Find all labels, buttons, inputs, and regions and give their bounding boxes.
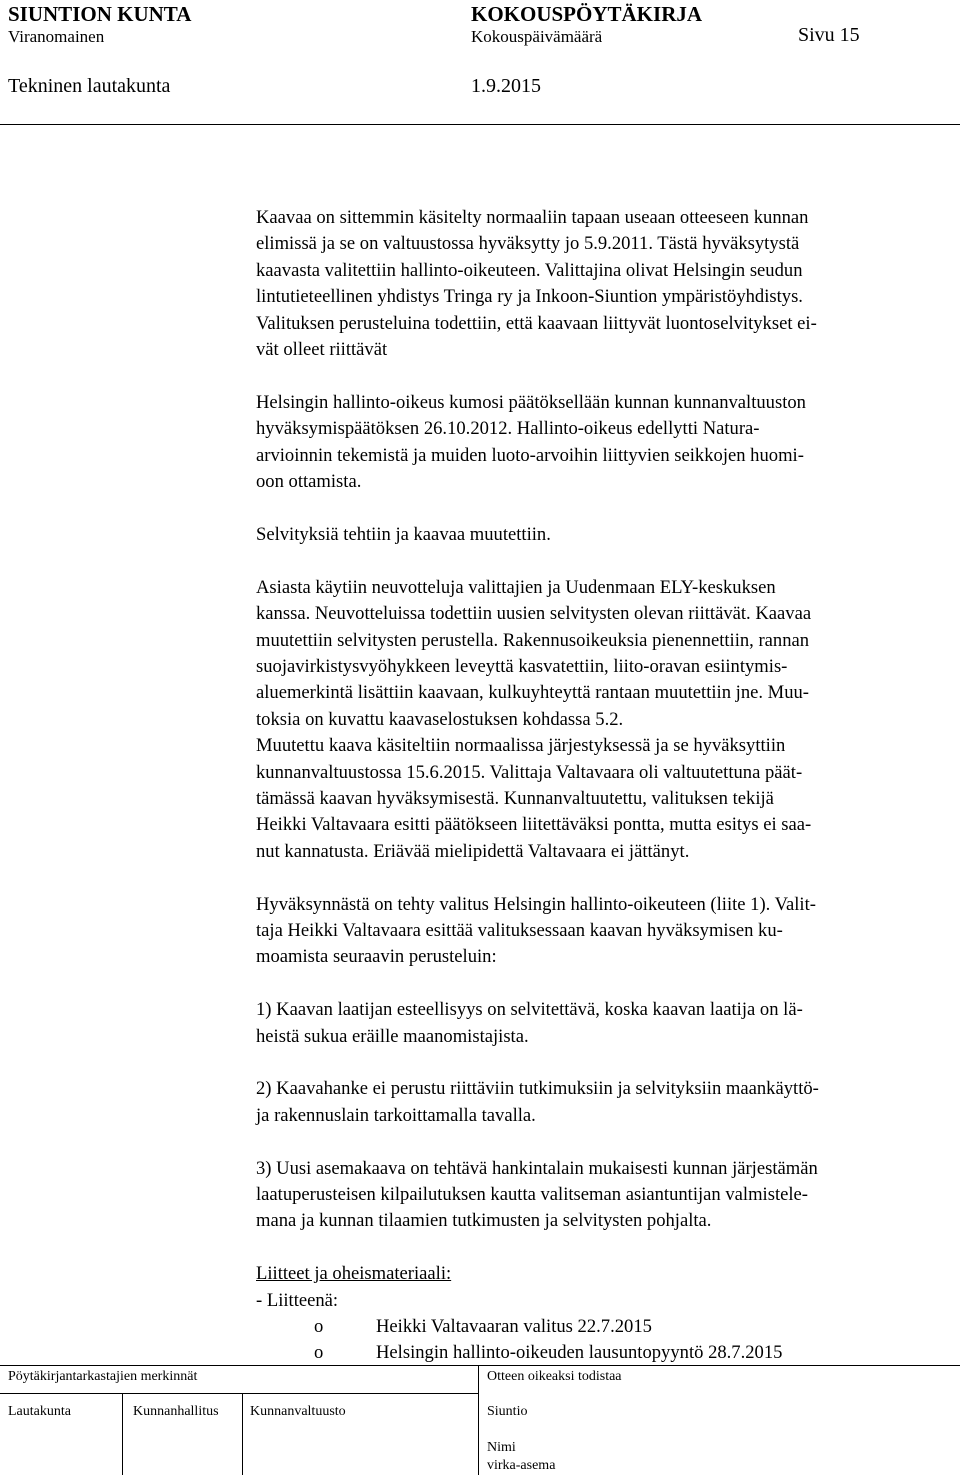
body-line: kunnanvaltuustossa 15.6.2015. Valittaja Valtavaara oli valtuutettuna päät- [256,761,803,783]
document-type: KOKOUSPÖYTÄKIRJA [471,2,703,26]
body-line: ja rakennuslain tarkoittamalla tavalla. [256,1104,536,1126]
footer-column-divider [122,1393,123,1475]
body-line: Valituksen perusteluina todettiin, että kaavaan liittyvät luontoselvitykset ei- [256,312,817,334]
footer-column-divider [478,1365,479,1475]
body-line [256,865,956,891]
body-line: oon ottamista. [256,471,362,493]
body-line: Helsingin hallinto-oikeus kumosi päätöksellään kunnan kunnanvaltuuston [256,391,806,413]
footer-col-board: Lautakunta [8,1404,71,1419]
footer-checkers-divider [0,1393,478,1394]
body-line [256,1129,956,1155]
body-line: aluemerkintä lisättiin kaavaan, kulkuyhteyttä rantaan muutettiin jne. Muu- [256,682,810,704]
body-line: Asiasta käytiin neuvotteluja valittajien ja Uudenmaan ELY-keskuksen [256,576,776,598]
body-line: toksia on kuvattu kaavaselostuksen kohdassa 5.2. [256,708,624,730]
body-line: elimissä ja se on valtuustossa hyväksytty jo 5.9.2011. Tästä hyväksytystä [256,233,800,255]
footer-col-municipal-board: Kunnanhallitus [133,1404,219,1419]
minutes-body [256,205,956,1367]
attachment-bullet: o [314,1316,324,1338]
authority-name: Tekninen lautakunta [8,75,171,97]
organization-name: SIUNTION KUNTA [8,2,192,26]
body-line: suojavirkistysvyöhykkeen leveyttä kasvatettiin, liito-oravan esiintymis- [256,655,788,677]
attachment-bullet: o [314,1342,324,1364]
body-line: muutettiin selvitysten perustella. Rakennusoikeuksia pienennettiin, rannan [256,629,810,651]
body-line: moamista seuraavin perusteluin: [256,946,497,968]
signature-place: Siuntio [487,1404,528,1419]
body-line: tämässä kaavan hyväksymisestä. Kunnanvaltuutettu, valituksen tekijä [256,787,774,809]
attachments-heading: Liitteet ja oheismateriaali: [256,1263,452,1285]
body-line: Heikki Valtavaara esitti päätökseen liitettäväksi pontta, mutta esitys ei saa- [256,814,812,836]
body-line: nut kannatusta. Eriävää mielipidettä Valtavaara ei jättänyt. [256,840,690,862]
signature-title-label: virka-asema [487,1458,556,1473]
meeting-date-label: Kokouspäivämäärä [471,27,603,46]
body-line: hyväksymispäätöksen 26.10.2012. Hallinto-oikeus edellytti Natura- [256,418,760,440]
footer-top-divider [0,1365,960,1366]
footer-col-council: Kunnanvaltuusto [250,1404,346,1419]
body-line: vät olleet riittävät [256,339,388,361]
body-line [256,1235,956,1261]
attachment-text: Helsingin hallinto-oikeuden lausuntopyyntö 28.7.2015 [376,1342,783,1364]
meeting-date: 1.9.2015 [471,75,541,97]
body-line: Kaavaa on sittemmin käsitelty normaaliin tapaan useaan otteeseen kunnan [256,207,809,228]
checkers-label: Pöytäkirjantarkastajien merkinnät [8,1369,198,1384]
attachment-item [256,1340,956,1366]
true-copy-label: Otteen oikeaksi todistaa [487,1369,622,1384]
body-line: kanssa. Neuvotteluissa todettiin uusien selvitysten olevan riittävät. Kaavaa [256,603,812,625]
body-line [256,363,956,389]
body-line: 2) Kaavahanke ei perustu riittäviin tutkimuksiin ja selvityksiin maankäyttö- [256,1078,819,1100]
attachments-intro: - Liitteenä: [256,1289,339,1311]
body-line: taja Heikki Valtavaara esittää valituksessaan kaavan hyväksymisen ku- [256,919,783,941]
attachment-text: Heikki Valtavaaran valitus 22.7.2015 [376,1316,652,1338]
body-line: 1) Kaavan laatijan esteellisyys on selvitettävä, koska kaavan laatija on lä- [256,999,803,1021]
authority-label: Viranomainen [8,27,105,46]
header-divider [0,124,960,125]
signature-name-label: Nimi [487,1440,516,1455]
body-line: laatuperusteisen kilpailutuksen kautta valitseman asiantuntijan valmistele- [256,1184,808,1206]
body-line [256,1050,956,1076]
body-line [256,495,956,521]
body-line: lintutieteellinen yhdistys Tringa ry ja Inkoon-Siuntion ympäristöyhdistys. [256,286,803,308]
body-line: Hyväksynnästä on tehty valitus Helsingin hallinto-oikeuteen (liite 1). Valit- [256,893,816,915]
footer-column-divider [242,1393,243,1475]
body-line: kaavasta valitettiin hallinto-oikeuteen. Valittajina olivat Helsingin seudun [256,259,803,281]
body-line: arvioinnin tekemistä ja muiden luoto-arvoihin liittyvien seikkojen huomi- [256,444,804,466]
body-line: Selvityksiä tehtiin ja kaavaa muutettiin. [256,523,551,545]
body-line: heistä sukua eräille maanomistajista. [256,1025,529,1047]
body-line: mana ja kunnan tilaamien tutkimusten ja selvitysten pohjalta. [256,1210,712,1232]
body-line: 3) Uusi asemakaava on tehtävä hankintalain mukaisesti kunnan järjestämän [256,1157,818,1179]
body-line [256,971,956,997]
attachment-item [256,1314,956,1340]
body-line [256,548,956,574]
body-line: Muutettu kaava käsiteltiin normaalissa järjestyksessä ja se hyväksyttiin [256,735,786,757]
page-number: Sivu 15 [798,24,860,46]
